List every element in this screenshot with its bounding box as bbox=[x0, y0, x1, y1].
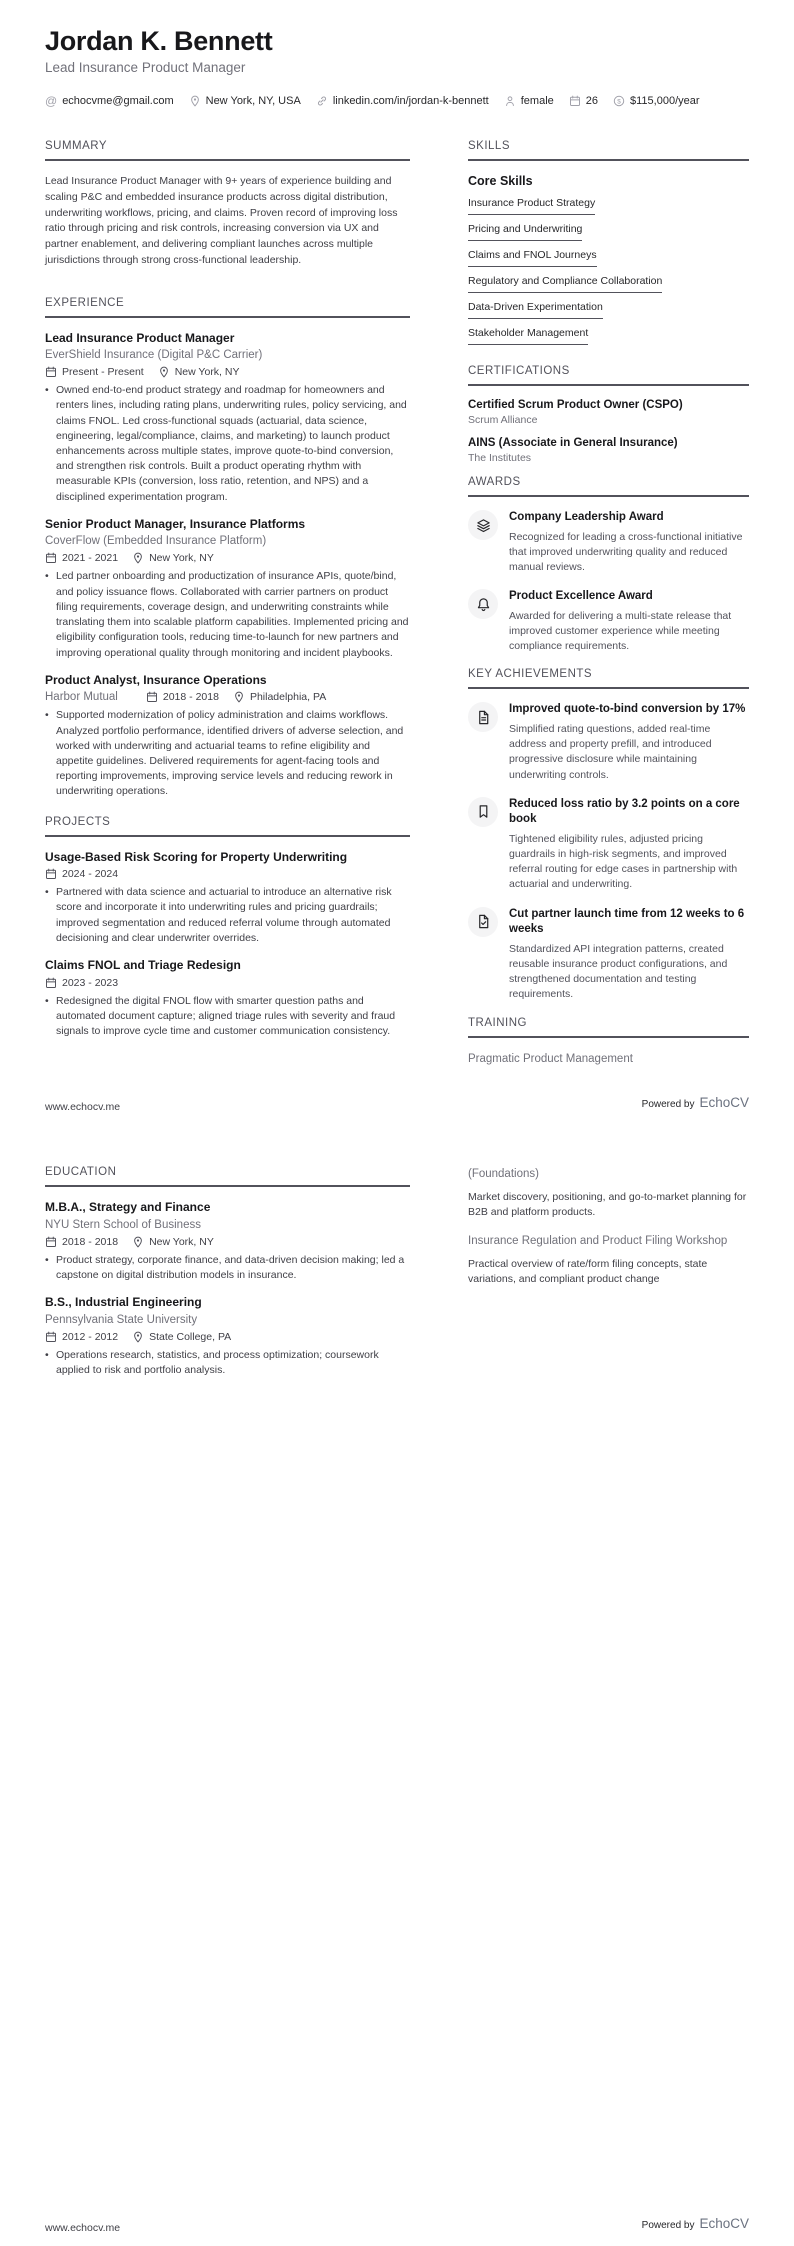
contact-text: echocvme@gmail.com bbox=[62, 95, 174, 108]
education-meta-row bbox=[45, 1236, 410, 1248]
job-company: EverShield Insurance (Digital P&C Carrier) bbox=[45, 349, 263, 362]
education-location-text: State College, PA bbox=[149, 1330, 232, 1343]
summary-heading: SUMMARY bbox=[45, 140, 410, 161]
achievement-entry-title: Cut partner launch time from 12 weeks to 6 weeks bbox=[509, 907, 745, 936]
job-title: Senior Product Manager, Insurance Platforms bbox=[45, 516, 306, 531]
job-location-text: Philadelphia, PA bbox=[249, 691, 327, 704]
project-title: Claims FNOL and Triage Redesign bbox=[45, 958, 241, 973]
bullet-text: Owned end-to-end product strategy and roadmap for homeowners and renters lines, including rating plans, underwriting rules, policy servicing, and claims FNOL. Led cross-functional squads (actuarial, data science, engineering, legal/compliance, claims, and marketing) to launch product enhancements across multiple states, improve quote-to-bind conversion, and strengthen risk controls. Built a product operating rhythm with measurable KPIs (conversion, loss ratio, retention, and NPS) and a disciplined experimentation program. bbox=[56, 384, 407, 503]
education-meta-row bbox=[45, 1331, 410, 1343]
jobs-list bbox=[45, 331, 410, 800]
project-entry bbox=[45, 850, 410, 946]
job-dates-text: 2018 - 2018 bbox=[162, 691, 219, 704]
education-location bbox=[132, 1331, 231, 1343]
achievement-entry bbox=[468, 797, 749, 893]
experience-section bbox=[45, 297, 410, 800]
bullet-dot: • bbox=[45, 570, 49, 583]
job-dates bbox=[146, 691, 219, 703]
training-section bbox=[468, 1017, 749, 1067]
experience-entry bbox=[45, 673, 410, 800]
location-icon bbox=[132, 552, 144, 564]
bullet-dot: • bbox=[45, 886, 49, 899]
skill-item: Insurance Product Strategy bbox=[468, 197, 595, 215]
bullet-text: Supported modernization of policy administration and claims workflows. Analyzed portfolio performance, identified drivers of adverse selection, and worked with underwriting and actuarial teams to refine eligibility and appetite guidelines. Delivered requirements for agent-facing tools and reporting improvements, improving service levels and reducing rework in underwriting operations. bbox=[56, 709, 404, 798]
certification-entry bbox=[468, 437, 749, 464]
powered-by bbox=[642, 2216, 749, 2231]
certification-name: AINS (Associate in General Insurance) bbox=[468, 437, 678, 449]
calendar-icon bbox=[569, 95, 581, 107]
skills-section bbox=[468, 140, 749, 345]
header bbox=[45, 26, 749, 107]
project-meta-row bbox=[45, 868, 410, 880]
key-achievements-section bbox=[468, 668, 749, 1002]
calendar-icon bbox=[45, 977, 57, 989]
left-column-page1 bbox=[45, 140, 410, 1051]
achievement-entry-title: Improved quote-to-bind conversion by 17% bbox=[509, 703, 746, 716]
bullet-item bbox=[45, 708, 410, 799]
contact-text: $115,000/year bbox=[630, 95, 700, 108]
bullet-text: Operations research, statistics, and process optimization; coursework applied to risk and portfolio analysis. bbox=[56, 1348, 379, 1376]
bullet-text: Product strategy, corporate finance, and data-driven decision making; led a capstone on digital distribution models in insurance. bbox=[56, 1253, 405, 1281]
contact-text: New York, NY, USA bbox=[205, 95, 301, 108]
calendar-icon bbox=[45, 1331, 57, 1343]
award-entry-description: Recognized for leading a cross-functional initiative that improved underwriting quality and reduced manual reviews. bbox=[509, 530, 743, 573]
contact-row bbox=[45, 95, 749, 107]
awards-heading: AWARDS bbox=[468, 476, 749, 497]
job-dates-text: Present - Present bbox=[62, 366, 144, 379]
bullet-text: Redesigned the digital FNOL flow with smarter question paths and automated document capture; aligned triage rules with severity and fraud signals to improve cycle time and customer communication consistency. bbox=[56, 994, 396, 1038]
job-company: Harbor Mutual bbox=[45, 691, 118, 704]
achievement-entry-body bbox=[509, 702, 749, 782]
certification-entry bbox=[468, 399, 749, 426]
contact-item-email[interactable] bbox=[45, 95, 174, 107]
project-title: Usage-Based Risk Scoring for Property Underwriting bbox=[45, 849, 348, 864]
contact-item-calendar bbox=[569, 95, 598, 107]
contact-item-salary bbox=[613, 95, 700, 107]
achievements-list bbox=[468, 702, 749, 1002]
salary-icon bbox=[613, 95, 625, 107]
person-icon bbox=[504, 95, 516, 107]
project-dates bbox=[45, 977, 118, 989]
school-name: NYU Stern School of Business bbox=[45, 1218, 201, 1231]
experience-heading: EXPERIENCE bbox=[45, 297, 410, 318]
project-dates-text: 2024 - 2024 bbox=[62, 868, 119, 881]
location-icon bbox=[132, 1331, 144, 1343]
project-entry bbox=[45, 958, 410, 1039]
projects-heading: PROJECTS bbox=[45, 816, 410, 837]
award-entry-body bbox=[509, 589, 749, 654]
training-item-title: Pragmatic Product Management bbox=[468, 1052, 633, 1065]
job-location-text: New York, NY bbox=[174, 366, 240, 379]
powered-by-prefix: Powered by bbox=[641, 2220, 695, 2231]
certification-name: Certified Scrum Product Owner (CSPO) bbox=[468, 399, 683, 411]
achievement-entry-body bbox=[509, 797, 749, 893]
bullet-dot: • bbox=[45, 994, 49, 1007]
skills-list bbox=[468, 197, 749, 345]
bullet-dot: • bbox=[45, 1253, 49, 1266]
contact-text: 26 bbox=[585, 95, 599, 108]
footer-site-link[interactable]: www.echocv.me bbox=[45, 1101, 121, 1113]
skills-group-title: Core Skills bbox=[468, 174, 533, 188]
job-meta-row bbox=[45, 552, 410, 564]
skill-item: Claims and FNOL Journeys bbox=[468, 249, 597, 267]
location-icon bbox=[189, 95, 201, 107]
projects-section bbox=[45, 816, 410, 1040]
skill-item: Data-Driven Experimentation bbox=[468, 301, 603, 319]
education-entry bbox=[45, 1200, 410, 1283]
award-entry-title: Product Excellence Award bbox=[509, 590, 653, 603]
job-location bbox=[233, 691, 326, 703]
education-list bbox=[45, 1200, 410, 1378]
echocv-brand[interactable]: EchoCV bbox=[699, 2216, 749, 2231]
job-meta-row bbox=[45, 366, 410, 378]
calendar-icon bbox=[45, 868, 57, 880]
file-check-icon bbox=[468, 907, 498, 937]
training-item-title: (Foundations) bbox=[468, 1168, 539, 1180]
award-entry-body bbox=[509, 510, 749, 575]
job-dates bbox=[45, 552, 118, 564]
skill-item: Pricing and Underwriting bbox=[468, 223, 582, 241]
key-achievements-heading: KEY ACHIEVEMENTS bbox=[468, 668, 749, 689]
left-column-page2 bbox=[45, 1166, 410, 1390]
right-column-page2 bbox=[468, 1166, 749, 1299]
contact-item-person bbox=[504, 95, 554, 107]
achievement-entry-title: Reduced loss ratio by 3.2 points on a core book bbox=[509, 797, 740, 826]
education-section bbox=[45, 1166, 410, 1378]
projects-list bbox=[45, 850, 410, 1040]
contact-text: linkedin.com/in/jordan-k-bennett bbox=[332, 95, 489, 108]
certifications-list bbox=[468, 399, 749, 464]
education-dates-text: 2012 - 2012 bbox=[62, 1330, 119, 1343]
calendar-icon bbox=[45, 366, 57, 378]
training-continued-list bbox=[468, 1166, 749, 1287]
training-item-title: Insurance Regulation and Product Filing Workshop bbox=[468, 1234, 728, 1247]
bullet-dot: • bbox=[45, 709, 49, 722]
contact-item-location bbox=[189, 95, 301, 107]
education-location-text: New York, NY bbox=[149, 1235, 214, 1248]
project-dates bbox=[45, 868, 118, 880]
job-company: CoverFlow (Embedded Insurance Platform) bbox=[45, 535, 267, 548]
education-dates bbox=[45, 1236, 118, 1248]
certification-issuer: The Institutes bbox=[468, 452, 532, 464]
awards-section bbox=[468, 476, 749, 654]
experience-entry bbox=[45, 517, 410, 661]
education-heading: EDUCATION bbox=[45, 1166, 410, 1187]
bullet-item bbox=[45, 569, 410, 660]
achievement-entry bbox=[468, 907, 749, 1003]
link-icon bbox=[316, 95, 328, 107]
job-title: Lead Insurance Product Manager bbox=[45, 330, 235, 345]
project-meta-row bbox=[45, 977, 410, 989]
person-name: Jordan K. Bennett bbox=[45, 26, 273, 56]
location-icon bbox=[233, 691, 245, 703]
bullet-item bbox=[45, 994, 410, 1040]
education-dates bbox=[45, 1331, 118, 1343]
project-dates-text: 2023 - 2023 bbox=[62, 976, 119, 989]
file-text-icon bbox=[468, 702, 498, 732]
summary-text: Lead Insurance Product Manager with 9+ years of experience building and scaling P&C and embedded insurance products across digital distribution, underwriting workflows, pricing, and claims. Proven record of improving loss ratio through pricing and risk controls, increasing conversion via UX and partner enablement, and delivering compliant launches across multiple jurisdictions through strong cross-functional leadership. bbox=[45, 175, 398, 266]
bullet-dot: • bbox=[45, 384, 49, 397]
education-dates-text: 2018 - 2018 bbox=[62, 1235, 119, 1248]
bullet-item bbox=[45, 1253, 410, 1283]
contact-item-link[interactable] bbox=[316, 95, 489, 107]
bookmark-icon bbox=[468, 797, 498, 827]
training-item-description: Practical overview of rate/form filing concepts, state variations, and compliant product change bbox=[468, 1257, 708, 1285]
bullet-text: Led partner onboarding and productization of insurance APIs, quote/bind, and policy issuance flows. Collaborated with carrier partners on product filing requirements, coverage design, and underwriting constraints while translating them into scalable platform capabilities. Implemented pricing and eligibility configuration tools, reducing time-to-launch for new partners and improving operational quality through monitoring and incident playbooks. bbox=[56, 570, 409, 659]
achievement-entry-description: Simplified rating questions, added real-time address and property prefill, and introduced progressive disclosure while maintaining underwriting controls. bbox=[509, 722, 712, 781]
job-location bbox=[158, 366, 240, 378]
job-location bbox=[132, 552, 214, 564]
award-entry bbox=[468, 510, 749, 575]
job-dates-text: 2021 - 2021 bbox=[62, 552, 119, 565]
award-entry bbox=[468, 589, 749, 654]
experience-entry bbox=[45, 331, 410, 505]
skill-item: Regulatory and Compliance Collaboration bbox=[468, 275, 662, 293]
location-icon bbox=[158, 366, 170, 378]
echocv-brand[interactable]: EchoCV bbox=[699, 1095, 749, 1110]
location-icon bbox=[132, 1236, 144, 1248]
awards-list bbox=[468, 510, 749, 654]
svg-text:$: $ bbox=[617, 98, 621, 106]
calendar-icon bbox=[146, 691, 158, 703]
job-location-text: New York, NY bbox=[149, 552, 214, 565]
email-icon: @ bbox=[45, 94, 58, 109]
calendar-icon bbox=[45, 1236, 57, 1248]
education-location bbox=[132, 1236, 214, 1248]
summary-section bbox=[45, 140, 410, 269]
school-name: Pennsylvania State University bbox=[45, 1313, 198, 1326]
job-meta-row bbox=[45, 691, 410, 703]
award-entry-title: Company Leadership Award bbox=[509, 511, 664, 523]
powered-by-prefix: Powered by bbox=[641, 1099, 695, 1110]
person-title: Lead Insurance Product Manager bbox=[45, 60, 246, 76]
degree-title: M.B.A., Strategy and Finance bbox=[45, 1200, 211, 1214]
contact-text: female bbox=[520, 95, 554, 108]
bullet-dot: • bbox=[45, 1348, 49, 1361]
achievement-entry-description: Tightened eligibility rules, adjusted pricing guardrails in high-risk segments, and improved referral routing for edge cases in partnership with actuarial and underwriting. bbox=[509, 832, 738, 891]
skill-item: Stakeholder Management bbox=[468, 327, 588, 345]
certification-issuer: Scrum Alliance bbox=[468, 414, 538, 426]
bullet-item bbox=[45, 885, 410, 946]
skills-heading: SKILLS bbox=[468, 140, 749, 161]
certifications-heading: CERTIFICATIONS bbox=[468, 365, 749, 386]
award-entry-description: Awarded for delivering a multi-state release that improved customer experience while meeting compliance requirements. bbox=[509, 609, 732, 653]
degree-title: B.S., Industrial Engineering bbox=[45, 1295, 202, 1310]
education-entry bbox=[45, 1295, 410, 1378]
job-title: Product Analyst, Insurance Operations bbox=[45, 672, 267, 687]
bell-icon bbox=[468, 589, 498, 619]
bullet-item bbox=[45, 1348, 410, 1378]
achievement-entry bbox=[468, 702, 749, 782]
right-column-page1 bbox=[468, 140, 749, 1075]
certifications-section bbox=[468, 365, 749, 464]
bullet-item bbox=[45, 383, 410, 505]
achievement-entry-body bbox=[509, 907, 749, 1003]
footer-site-link[interactable]: www.echocv.me bbox=[45, 2222, 121, 2234]
training-heading: TRAINING bbox=[468, 1017, 749, 1038]
bullet-text: Partnered with data science and actuarial to introduce an alternative risk score and incorporate it into underwriting rules and pricing guardrails; improved segmentation and reduced referral volume through automated decisioning and clear underwriter overrides. bbox=[56, 886, 392, 944]
achievement-entry-description: Standardized API integration patterns, created reusable insurance product configurations, and strengthened documentation and testing requirements. bbox=[509, 942, 728, 1001]
job-dates bbox=[45, 366, 144, 378]
layers-icon bbox=[468, 510, 498, 540]
training-item-description: Market discovery, positioning, and go-to-market planning for B2B and platform products. bbox=[468, 1191, 747, 1219]
calendar-icon bbox=[45, 552, 57, 564]
powered-by bbox=[642, 1095, 749, 1110]
